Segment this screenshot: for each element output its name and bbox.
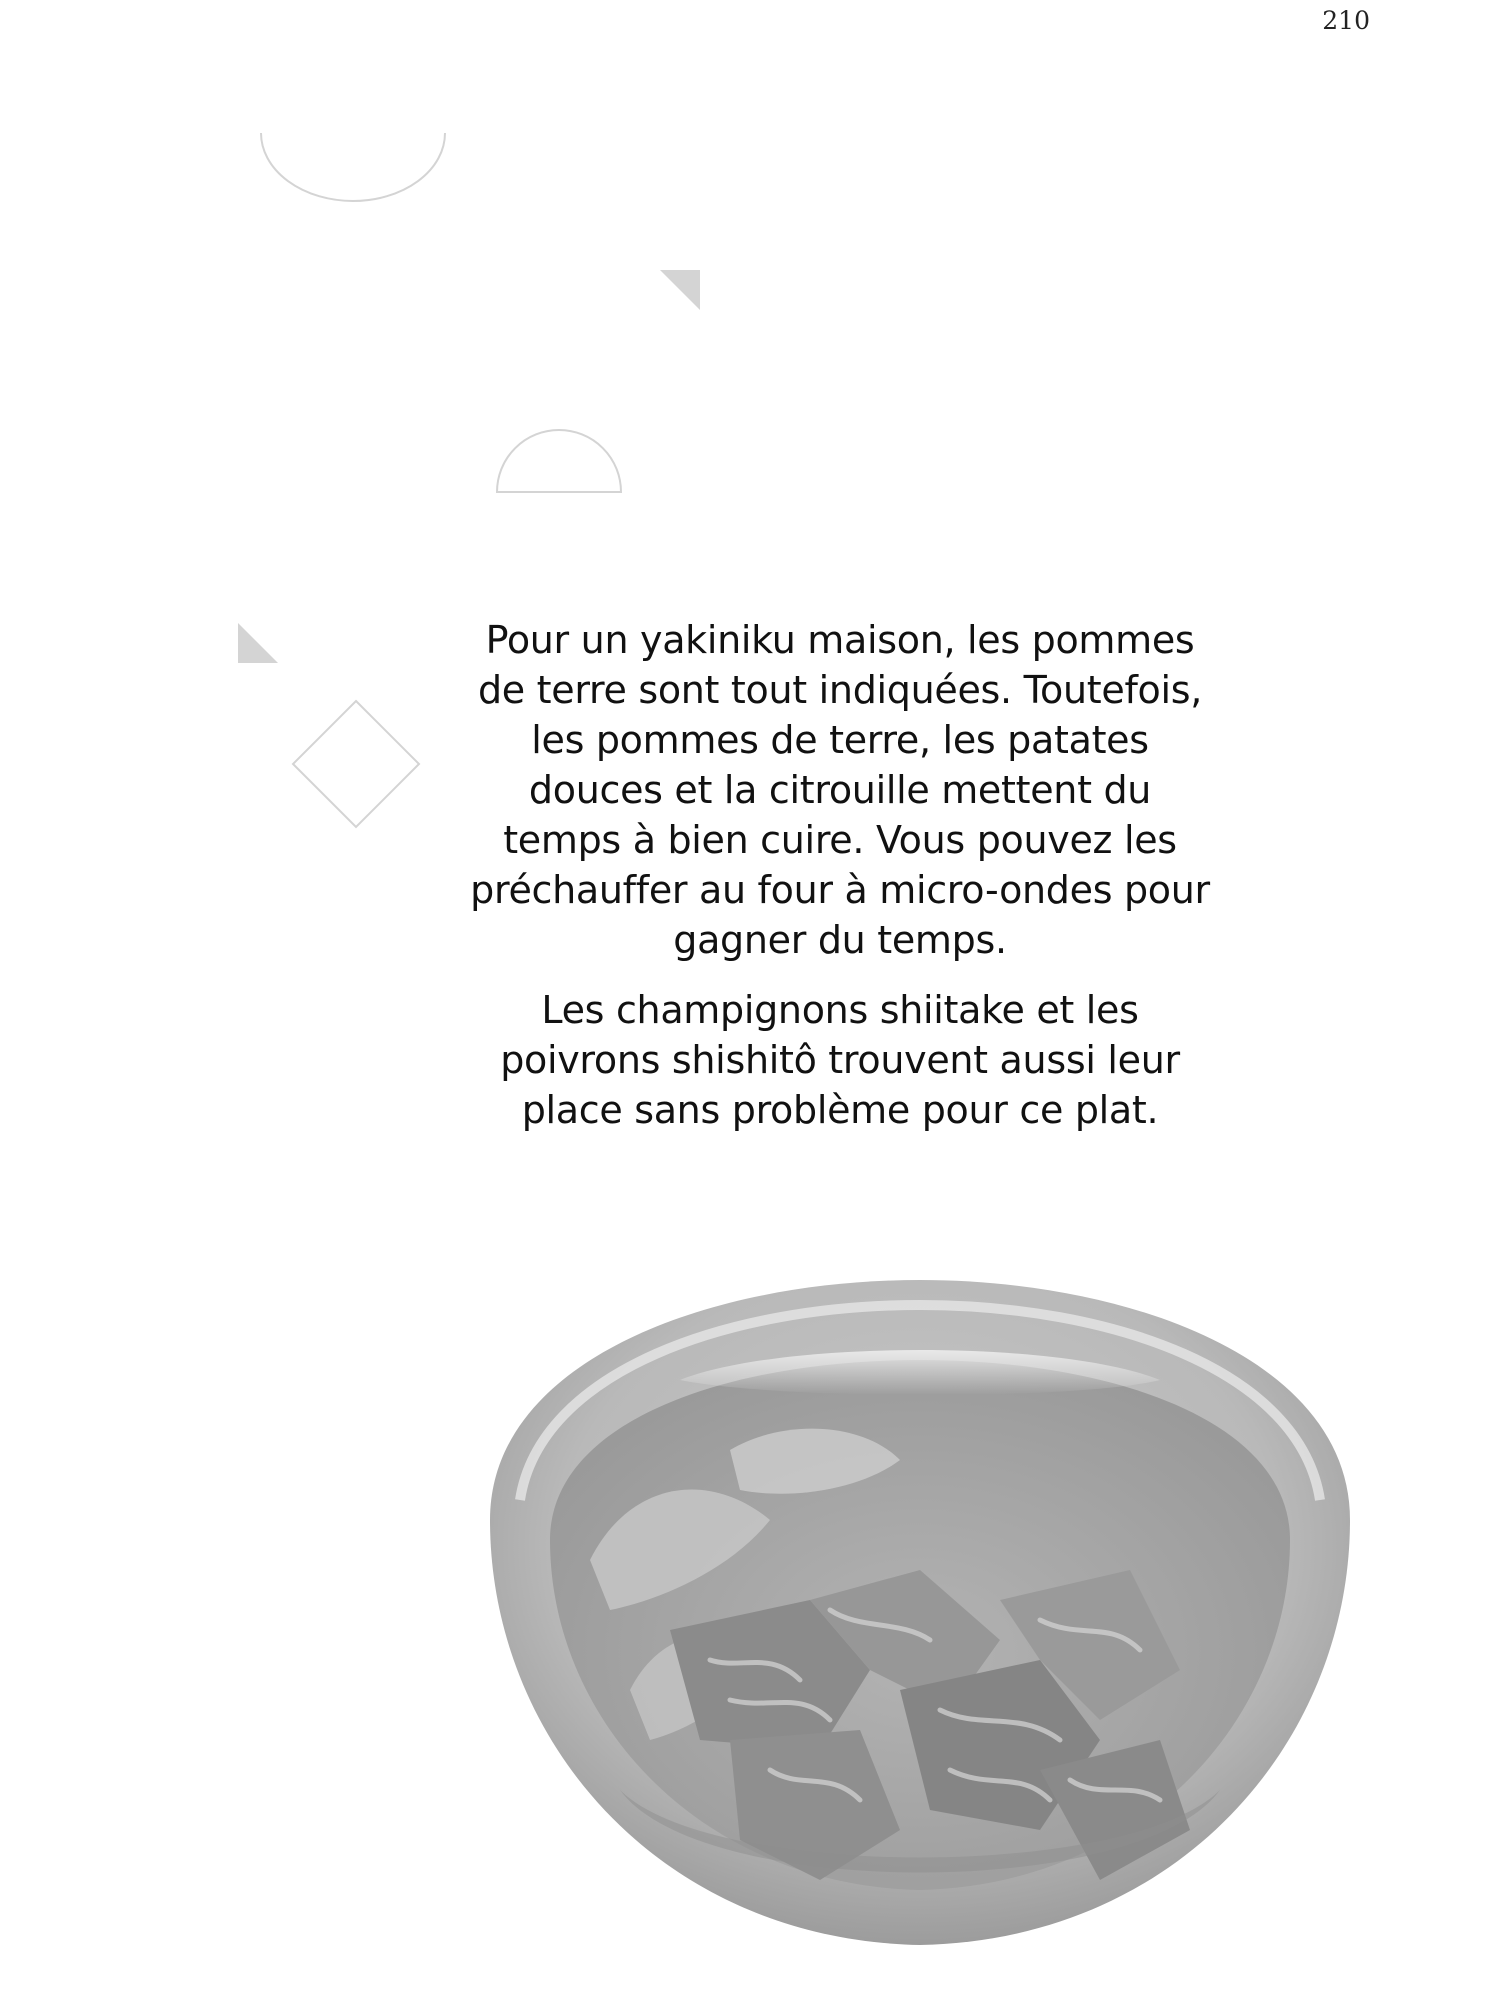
half-circle-outline-icon [258,130,448,205]
body-text [470,615,1210,1155]
bowl-photo [480,1270,1360,1960]
small-triangle-icon [238,623,280,665]
diamond-outline-icon [290,698,422,830]
paragraph-2: Les champignons shiitake et les poivrons shishitô trouvent aussi leur place sans problème pour ce plat. [500,988,1180,1132]
page-number: 210 [1322,6,1370,35]
paragraph-1: Pour un yakiniku maison, les pommes de terre sont tout indiquées. Toutefois, les pommes de terre, les patates douces et la citrouille mettent du temps à bien cuire. Vous pouvez les préchauffer au four à micro-ondes pour gagner du temps. [470,618,1210,962]
semicircle-outline-icon [494,425,624,495]
triangle-icon [660,270,702,312]
